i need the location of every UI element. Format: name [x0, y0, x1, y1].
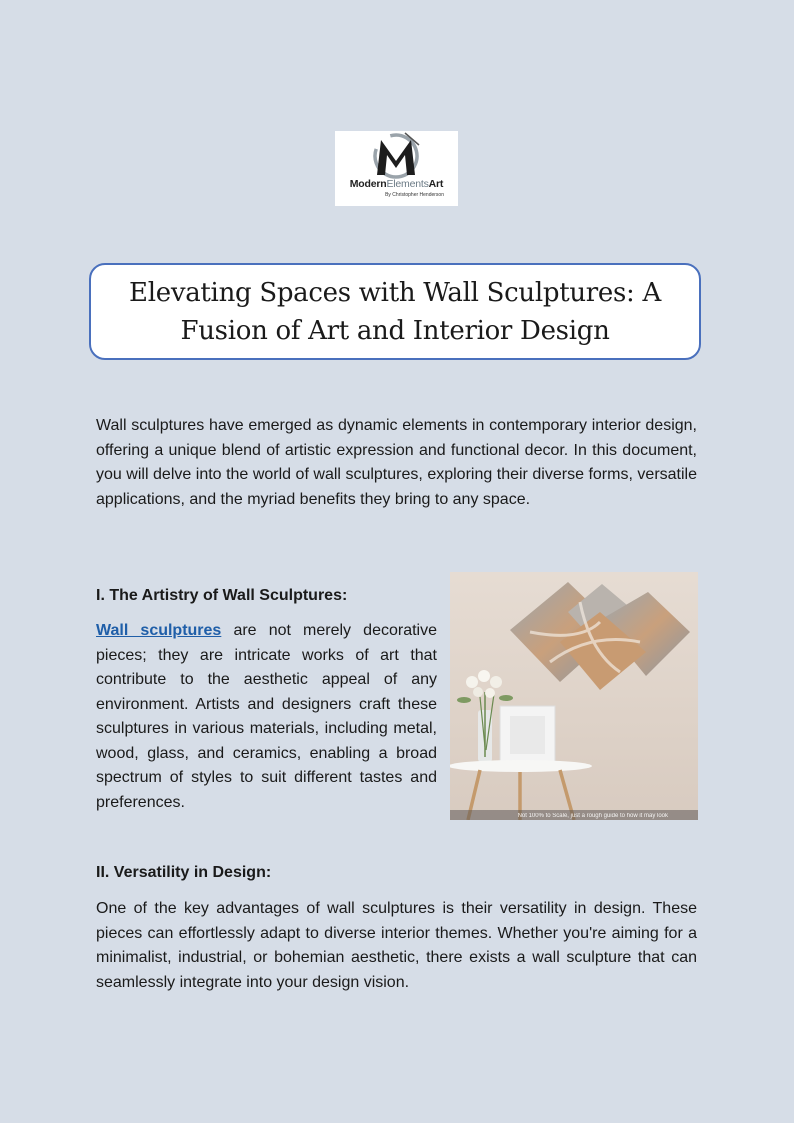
- wall-sculpture-photo: [450, 572, 698, 820]
- section2-heading: II. Versatility in Design:: [96, 864, 272, 881]
- section1-paragraph: [96, 619, 437, 815]
- title-line-2: Fusion of Art and Interior Design: [180, 315, 610, 346]
- logo-m-mark-icon: [335, 131, 458, 181]
- page-title: [129, 274, 661, 350]
- wall-sculptures-link[interactable]: Wall sculptures: [96, 622, 222, 639]
- section1-body: are not merely decorative pieces; they are intricate works of art that contribute to the aesthetic appeal of any environment. Artists and designers craft these sculptures in various materials, including metal, wood, glass, and ceramics, enabling a broad spectrum of styles to suit different tastes and preferences.: [96, 622, 437, 811]
- intro-paragraph: Wall sculptures have emerged as dynamic elements in contemporary interior design, offering a unique blend of artistic expression and functional decor. In this document, you will delve into the world of wall sculptures, exploring their diverse forms, versatile applications, and the myriad benefits they bring to any space.: [96, 417, 697, 508]
- image-caption: Not 100% to Scale, just a rough guide to how it may look: [517, 813, 668, 819]
- brand-logo: [335, 131, 458, 206]
- logo-byline: By Christopher Henderson: [385, 192, 444, 198]
- section1-heading: I. The Artistry of Wall Sculptures:: [96, 587, 348, 604]
- section2-paragraph: One of the key advantages of wall sculptures is their versatility in design. These pieces can effortlessly adapt to diverse interior themes. Whether you're aiming for a minimalist, industrial, or bohemian aesthetic, there exists a wall sculpture that can seamlessly integrate into your design vision.: [96, 900, 697, 991]
- room-scene-image: [450, 572, 698, 820]
- title-box: [89, 263, 701, 360]
- logo-wordmark: ModernElementsArt: [349, 178, 444, 190]
- title-line-1: Elevating Spaces with Wall Sculptures: A: [129, 277, 661, 308]
